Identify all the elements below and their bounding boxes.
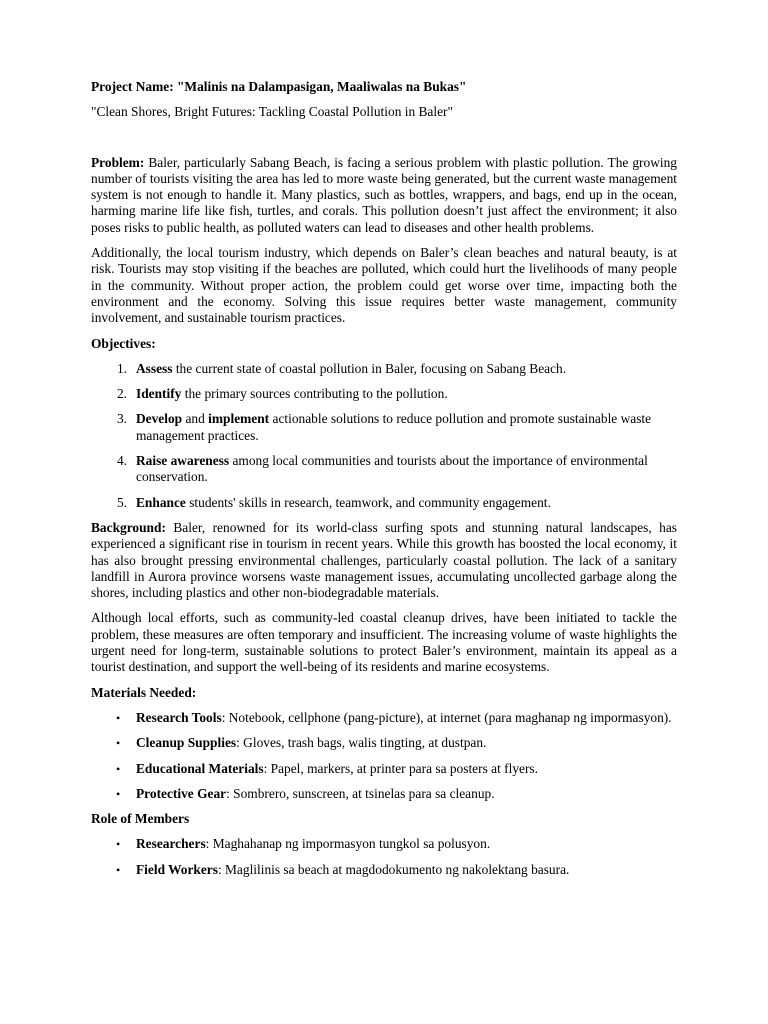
objective-text: students' skills in research, teamwork, and community engagement. xyxy=(185,494,551,510)
objective-keyword: Enhance xyxy=(136,494,186,510)
material-name: Educational Materials xyxy=(136,760,264,776)
problem-paragraph xyxy=(91,155,677,236)
role-name: Researchers xyxy=(136,836,206,852)
objective-item xyxy=(91,411,677,444)
role-description: : Maglilinis sa beach at magdodokumento ng nakolektang basura. xyxy=(217,861,570,877)
material-description: : Sombrero, sunscreen, at tsinelas para sa cleanup. xyxy=(226,785,495,801)
material-name: Cleanup Supplies xyxy=(136,735,237,751)
material-description: : Papel, markers, at printer para sa posters at flyers. xyxy=(263,760,538,776)
bullet-icon: • xyxy=(116,761,121,776)
material-description: : Notebook, cellphone (pang-picture), at internet (para maghanap ng impormasyon). xyxy=(221,709,672,725)
bullet-icon: • xyxy=(116,786,121,801)
objective-text: the primary sources contributing to the pollution. xyxy=(181,386,448,402)
objective-item xyxy=(91,386,677,402)
objective-keyword: Raise awareness xyxy=(136,453,230,469)
background-paragraph-2: Although local efforts, such as community-led coastal cleanup drives, have been initiated to tackle the problem, these measures are often temporary and insufficient. The increasing volume of waste highlights the urgent need for long-term, sustainable solutions to protect Baler’s environment, maintain its appeal as a tourist destination, and support the well-being of its residents and marine ecosystems. xyxy=(91,610,677,675)
materials-heading-text: Materials Needed: xyxy=(91,684,197,700)
project-subtitle: "Clean Shores, Bright Futures: Tackling Coastal Pollution in Baler" xyxy=(91,104,453,120)
problem-paragraph-2: Additionally, the local tourism industry, which depends on Baler’s clean beaches and natural beauty, is at risk. Tourists may stop visiting if the beaches are polluted, which could hurt the livelihoods of many people in the community. Without proper action, the problem could get worse over time, impacting both the environment and the economy. Solving this issue requires better waste management, community involvement, and sustainable tourism practices. xyxy=(91,245,677,326)
project-name-value: "Malinis na Dalampasigan, Maaliwalas na Bukas" xyxy=(177,79,467,94)
project-name-label: Project Name: xyxy=(91,79,177,94)
material-item xyxy=(91,735,677,751)
objective-connector: and xyxy=(182,411,209,427)
background-paragraph xyxy=(91,520,677,601)
objectives-heading xyxy=(91,336,677,352)
material-item xyxy=(91,710,677,726)
objectives-list xyxy=(91,361,677,511)
objective-text: actionable solutions to reduce pollution and promote sustainable waste management practices. xyxy=(136,411,652,443)
objective-keyword-2: implement xyxy=(208,411,270,427)
project-name-line xyxy=(91,79,677,95)
objective-keyword: Identify xyxy=(136,386,182,402)
objectives-heading-text: Objectives: xyxy=(91,335,156,351)
material-name: Research Tools xyxy=(136,709,222,725)
bullet-icon: • xyxy=(116,837,121,852)
bullet-icon: • xyxy=(116,736,121,751)
material-name: Protective Gear xyxy=(136,785,227,801)
roles-heading-text: Role of Members xyxy=(91,811,190,827)
role-description: : Maghahanap ng impormasyon tungkol sa polusyon. xyxy=(205,836,491,852)
objective-number: 2. xyxy=(116,386,127,402)
bullet-icon: • xyxy=(116,710,121,725)
objective-item xyxy=(91,361,677,377)
objective-text: the current state of coastal pollution in Baler, focusing on Sabang Beach. xyxy=(172,360,567,376)
material-item xyxy=(91,761,677,777)
objective-keyword: Develop xyxy=(136,411,183,427)
problem-text: Baler, particularly Sabang Beach, is facing a serious problem with plastic pollution. The growing number of tourists visiting the area has led to more waste being generated, but the current waste management system is not enough to handle it. Many plastics, such as bottles, wrappers, and bags, end up in the ocean, harming marine life like fish, turtles, and corals. This pollution doesn’t just affect the environment; it also poses risks to public health, as polluted waters can lead to diseases and other health problems. xyxy=(91,154,677,235)
materials-list xyxy=(91,710,677,802)
objective-keyword: Assess xyxy=(136,360,173,376)
material-description: : Gloves, trash bags, walis tingting, at dustpan. xyxy=(236,735,487,751)
material-item xyxy=(91,786,677,802)
roles-heading xyxy=(91,811,677,827)
roles-list xyxy=(91,836,677,878)
objective-number: 5. xyxy=(116,494,127,510)
background-label: Background: xyxy=(91,519,166,535)
objective-number: 1. xyxy=(116,360,127,376)
role-item xyxy=(91,862,677,878)
objective-item xyxy=(91,495,677,511)
problem-label: Problem: xyxy=(91,154,145,170)
background-text: Baler, renowned for its world-class surfing spots and stunning natural landscapes, has experienced a significant rise in tourism in recent years. While this growth has boosted the local economy, it has also brought pressing environmental challenges, particularly coastal pollution. The lack of a sanitary landfill in Aurora province worsens waste management issues, accumulating uncollected garbage along the shores, including plastics and other non-biodegradable materials. xyxy=(91,519,677,601)
materials-heading xyxy=(91,685,677,701)
objective-number: 3. xyxy=(116,411,127,427)
objective-item xyxy=(91,453,677,486)
role-name: Field Workers xyxy=(136,861,218,877)
objective-text: among local communities and tourists about the importance of environmental conservation. xyxy=(136,453,648,485)
bullet-icon: • xyxy=(116,862,121,877)
objective-number: 4. xyxy=(116,453,127,469)
role-item xyxy=(91,836,677,852)
